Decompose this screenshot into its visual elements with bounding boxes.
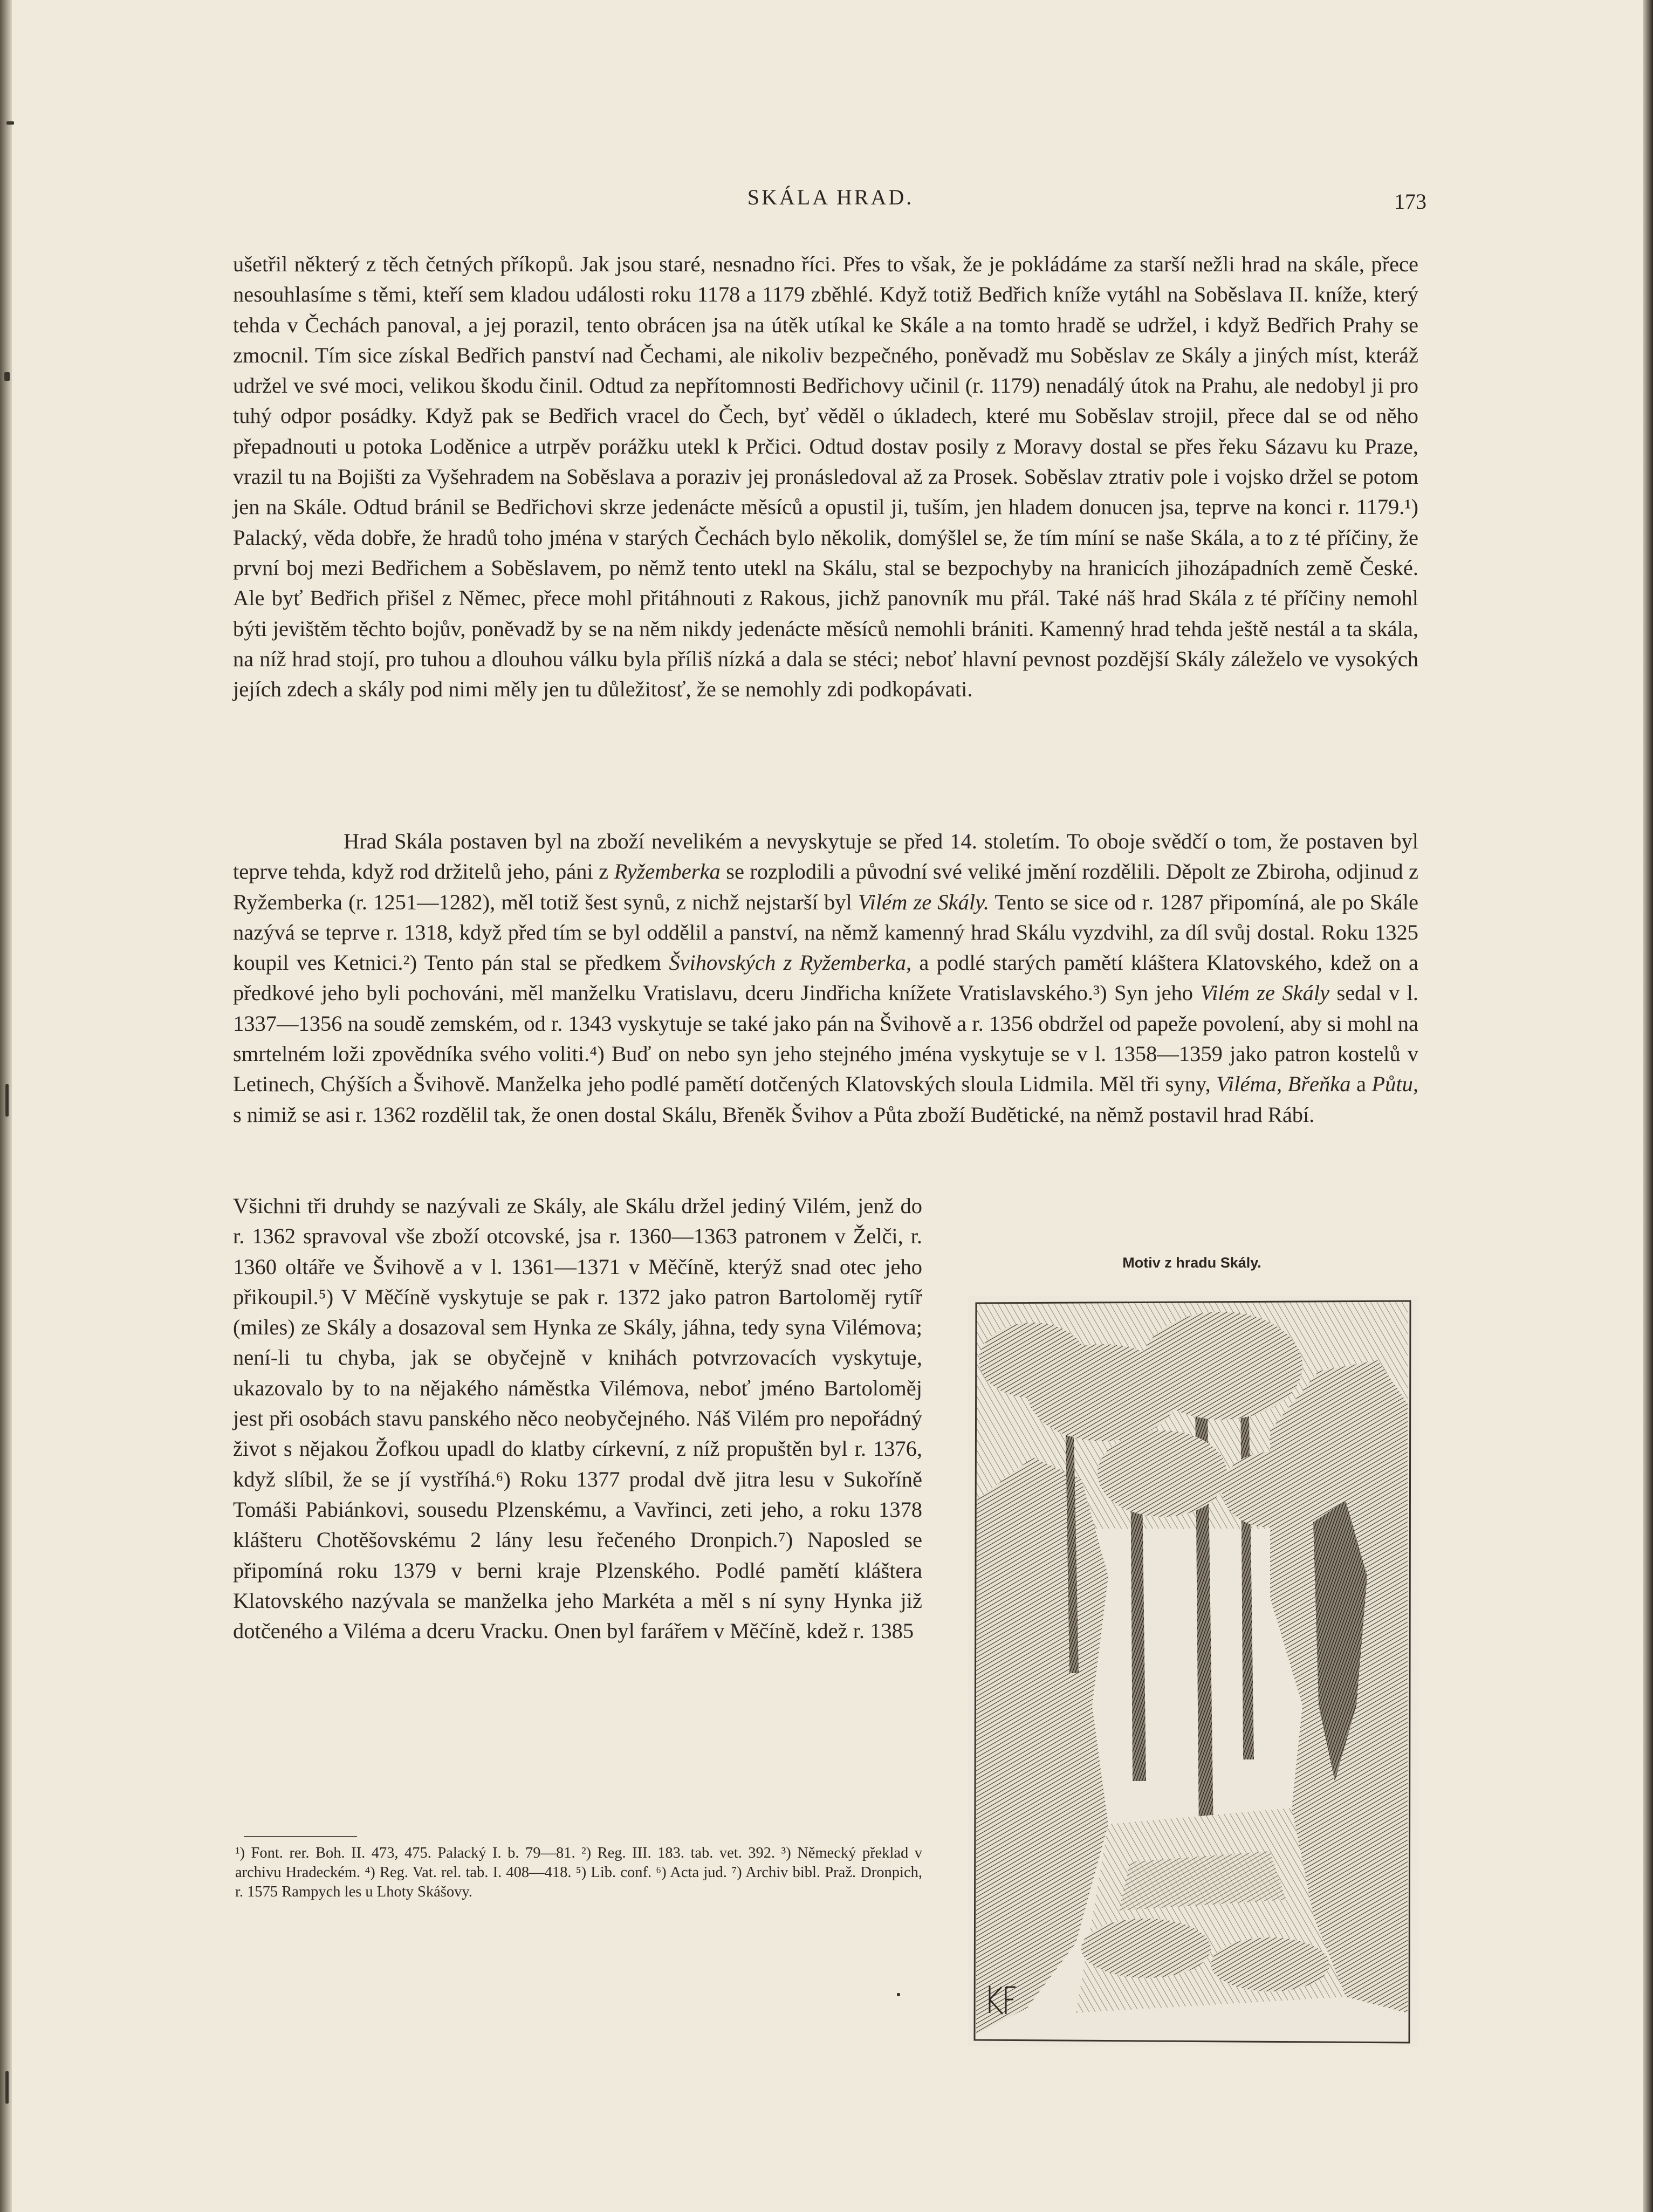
italic-name: Vilém ze Skály [1200, 981, 1330, 1005]
engraving-image [968, 1296, 1418, 2046]
paragraph-2-text: Hrad Skála postaven byl na zboží nevelikém a nevyskytuje se před 14. stoletím. To oboje svědčí o tom, že postaven byl teprve tehda, když rod držitelů jeho, páni z [233, 829, 1418, 884]
footnotes: ¹) Font. rer. Boh. II. 473, 475. Palacký I. b. 79—81. ²) Reg. III. 183. tab. vet. 392. ³) Německý překlad v archivu Hradeckém. ⁴) Reg. Vat. rel. tab. I. 408—418. ⁵) Lib. conf. ⁶) Acta jud. ⁷) Archiv bibl. Praž. Dronpich, r. 1575 Rampych les u Lhoty Skášovy. [235, 1845, 922, 1900]
paragraph-2-text: Tento se sice od r. 1287 připomíná, ale po Skále nazývá se teprve r. 1318, když před tím se byl oddělil a panství, na němž kamenný hrad Skálu vyzdvihl, za díl svůj dostal. Roku 1325 koupil ves Ketnici.²) Tento pán stal se předkem [233, 889, 1418, 975]
page-mark [5, 2071, 9, 2104]
paragraph-1: ušetřil některý z těch četných příkopů. Jak jsou staré, nesnadno říci. Přes to však, že je pokládáme za starší nežli hrad na skále, přece nesouhlasíme s těmi, kteří sem kladou události roku 1178 a 1179 zběhlé. Když totiž Bedřich kníže vytáhl na Soběslava II. kníže, který tehda v Čechách panoval, a jej porazil, tento obrácen jsa na útěk utíkal ke Skále a na tomto hradě se udržel, i když Bedřich Prahy se zmocnil. Tím sice získal Bedřich panství nad Čechami, ale nikoliv bezpečného, poněvadž mu Soběslav ze Skály a jiných míst, kteráž udržel ve své moci, velikou škodu činil. Odtud za nepřítomnosti Bedřichovy učinil (r. 1179) nenadálý útok na Prahu, ale nedobyl ji pro tuhý odpor posádky. Když pak se Bedřich vracel do Čech, byť věděl o úkladech, které mu Soběslav strojil, přece dal se od něho přepadnouti u potoka Loděnice a utrpěv porážku utekl k Prčici. Odtud dostav posily z Moravy dostal se přes řeku Sázavu ku Praze, vrazil tu na Bojišti za Vyšehradem na Soběslava a poraziv jej pronásledoval až za Prosek. Soběslav ztrativ pole i vojsko držel se potom jen na Skále. Odtud bránil se Bedřichovi skrze jedenácte měsíců a opustil ji, tuším, jen hladem donucen jsa, teprve na konci r. 1179.¹) Palacký, věda dobře, že hradů toho jména v starých Čechách bylo několik, domýšlel se, že tím míní se naše Skála, a to z té příčiny, že první boj mezi Bedřichem a Soběslavem, po němž tento utekl na Skálu, stal se bezpochyby na hranicích jihozápadních země České. Ale byť Bedřich přišel z Němec, přece mohl přitáhnouti z Rakous, jichž panovník mu přál. Také náš hrad Skála z té příčiny nemohl býti jevištěm těchto bojův, poněvadž by se na něm nikdy jedenácte měsíců nemohli brániti. Kamenný hrad tehda ještě nestál a ta skála, na níž hrad stojí, pro tuhou a dlouhou válku byla příliš nízká a dala se stéci; neboť hlavní pevnost pozdější Skály záleželo ve vysokých jejích zdech a skály pod nimi měly jen tu důležitosť, že se nemohly zdi podkopávati. [233, 252, 1418, 702]
page-number: 173 [1394, 189, 1426, 214]
italic-name: Vilém ze Skály. [858, 889, 989, 914]
footnote-divider [244, 1836, 357, 1837]
page-mark [897, 1993, 900, 1996]
paragraph-2-text: s nimiž se asi r. 1362 rozdělil tak, že onen dostal Skálu, Břeněk Švihov a Půta zboží Budětické, na němž postavil hrad Rábí. [233, 1102, 1315, 1127]
paragraph-2-text: a podlé starých pamětí kláštera Klatovského, kdež on a předkové jeho byli pochováni, měl manželku Vratislavu, dceru Jindřicha knížete Vratislavského.³) Syn jeho [233, 950, 1418, 1005]
paragraph-2 [233, 826, 1418, 1130]
paragraph-2-text: se rozplodili a původní své veliké jmění rozdělili. Děpolt ze Zbiroha, odjinud z Ryžemberka (r. 1251—1282), měl totiž šest synů, z nichž nejstarší byl [233, 859, 1418, 914]
page-mark [5, 1084, 9, 1117]
castle-engraving-illustration [968, 1296, 1418, 2046]
figure-caption: Motiv z hradu Skály. [1122, 1255, 1261, 1271]
page-mark [6, 121, 14, 125]
page-mark [4, 372, 10, 381]
page-edge-right [1643, 0, 1653, 2212]
paragraph-3: Všichni tři druhdy se nazývali ze Skály, ale Skálu držel jediný Vilém, jenž do r. 1362 spravoval vše zboží otcovské, jsa r. 1360—1363 patronem v Želči, r. 1360 oltáře ve Švihově a v l. 1361—1371 v Měčíně, kterýž snad otec jeho přikoupil.⁵) V Měčíně vyskytuje se pak r. 1372 jako patron Bartoloměj rytíř (miles) ze Skály a dosazoval sem Hynka ze Skály, jáhna, tedy syna Vilémova; není-li tu chyba, jak se obyčejně v knihách potvrzovacích vyskytuje, ukazovalo by to na nějakého náměstka Vilémova, neboť jméno Bartoloměj jest při osobách stavu panského něco neobyčejného. Náš Vilém pro nepořádný život s nějakou Žofkou upadl do klatby církevní, z níž propuštěn byl r. 1376, když slíbil, že se jí vystříhá.⁶) Roku 1377 prodal dvě jitra lesu v Sukoříně Tomáši Pabiánkovi, sousedu Plzenskému, a Vavřinci, zeti jeho, a roku 1378 klášteru Chotěšovskému 2 lány lesu řečeného Dronpich.⁷) Naposled se připomíná roku 1379 v berni kraje Plzenského. Podlé pamětí kláštera Klatovského nazývala se manželka jeho Markéta a měl s ní syny Hynka již dotčeného a Viléma a dceru Vracku. Onen byl farářem v Měčíně, kdež r. 1385 [233, 1194, 922, 1643]
paragraph-2-text: sedal v l. 1337—1356 na soudě zemském, od r. 1343 vyskytuje se také jako pán na Švihově a r. 1356 obdržel od papeže povolení, aby si mohl na smrtelném loži zpovědníka svého voliti.⁴) Buď on nebo syn jeho stejného jména vyskytuje se v l. 1358—1359 jako patron kostelů v Letinech, Chýších a Švihově. Manželka jeho podlé pamětí dotčených Klatovských sloula Lidmila. Měl tři syny, [233, 981, 1419, 1097]
running-header: SKÁLA HRAD. [747, 185, 914, 209]
italic-name: Půtu, [1371, 1072, 1419, 1097]
paragraph-2-text: a [1350, 1072, 1372, 1097]
italic-name: Viléma, Břeňka [1216, 1072, 1351, 1097]
italic-name: Ryžemberka [614, 859, 721, 884]
italic-name: Švihovských z Ryžemberka, [669, 950, 911, 975]
